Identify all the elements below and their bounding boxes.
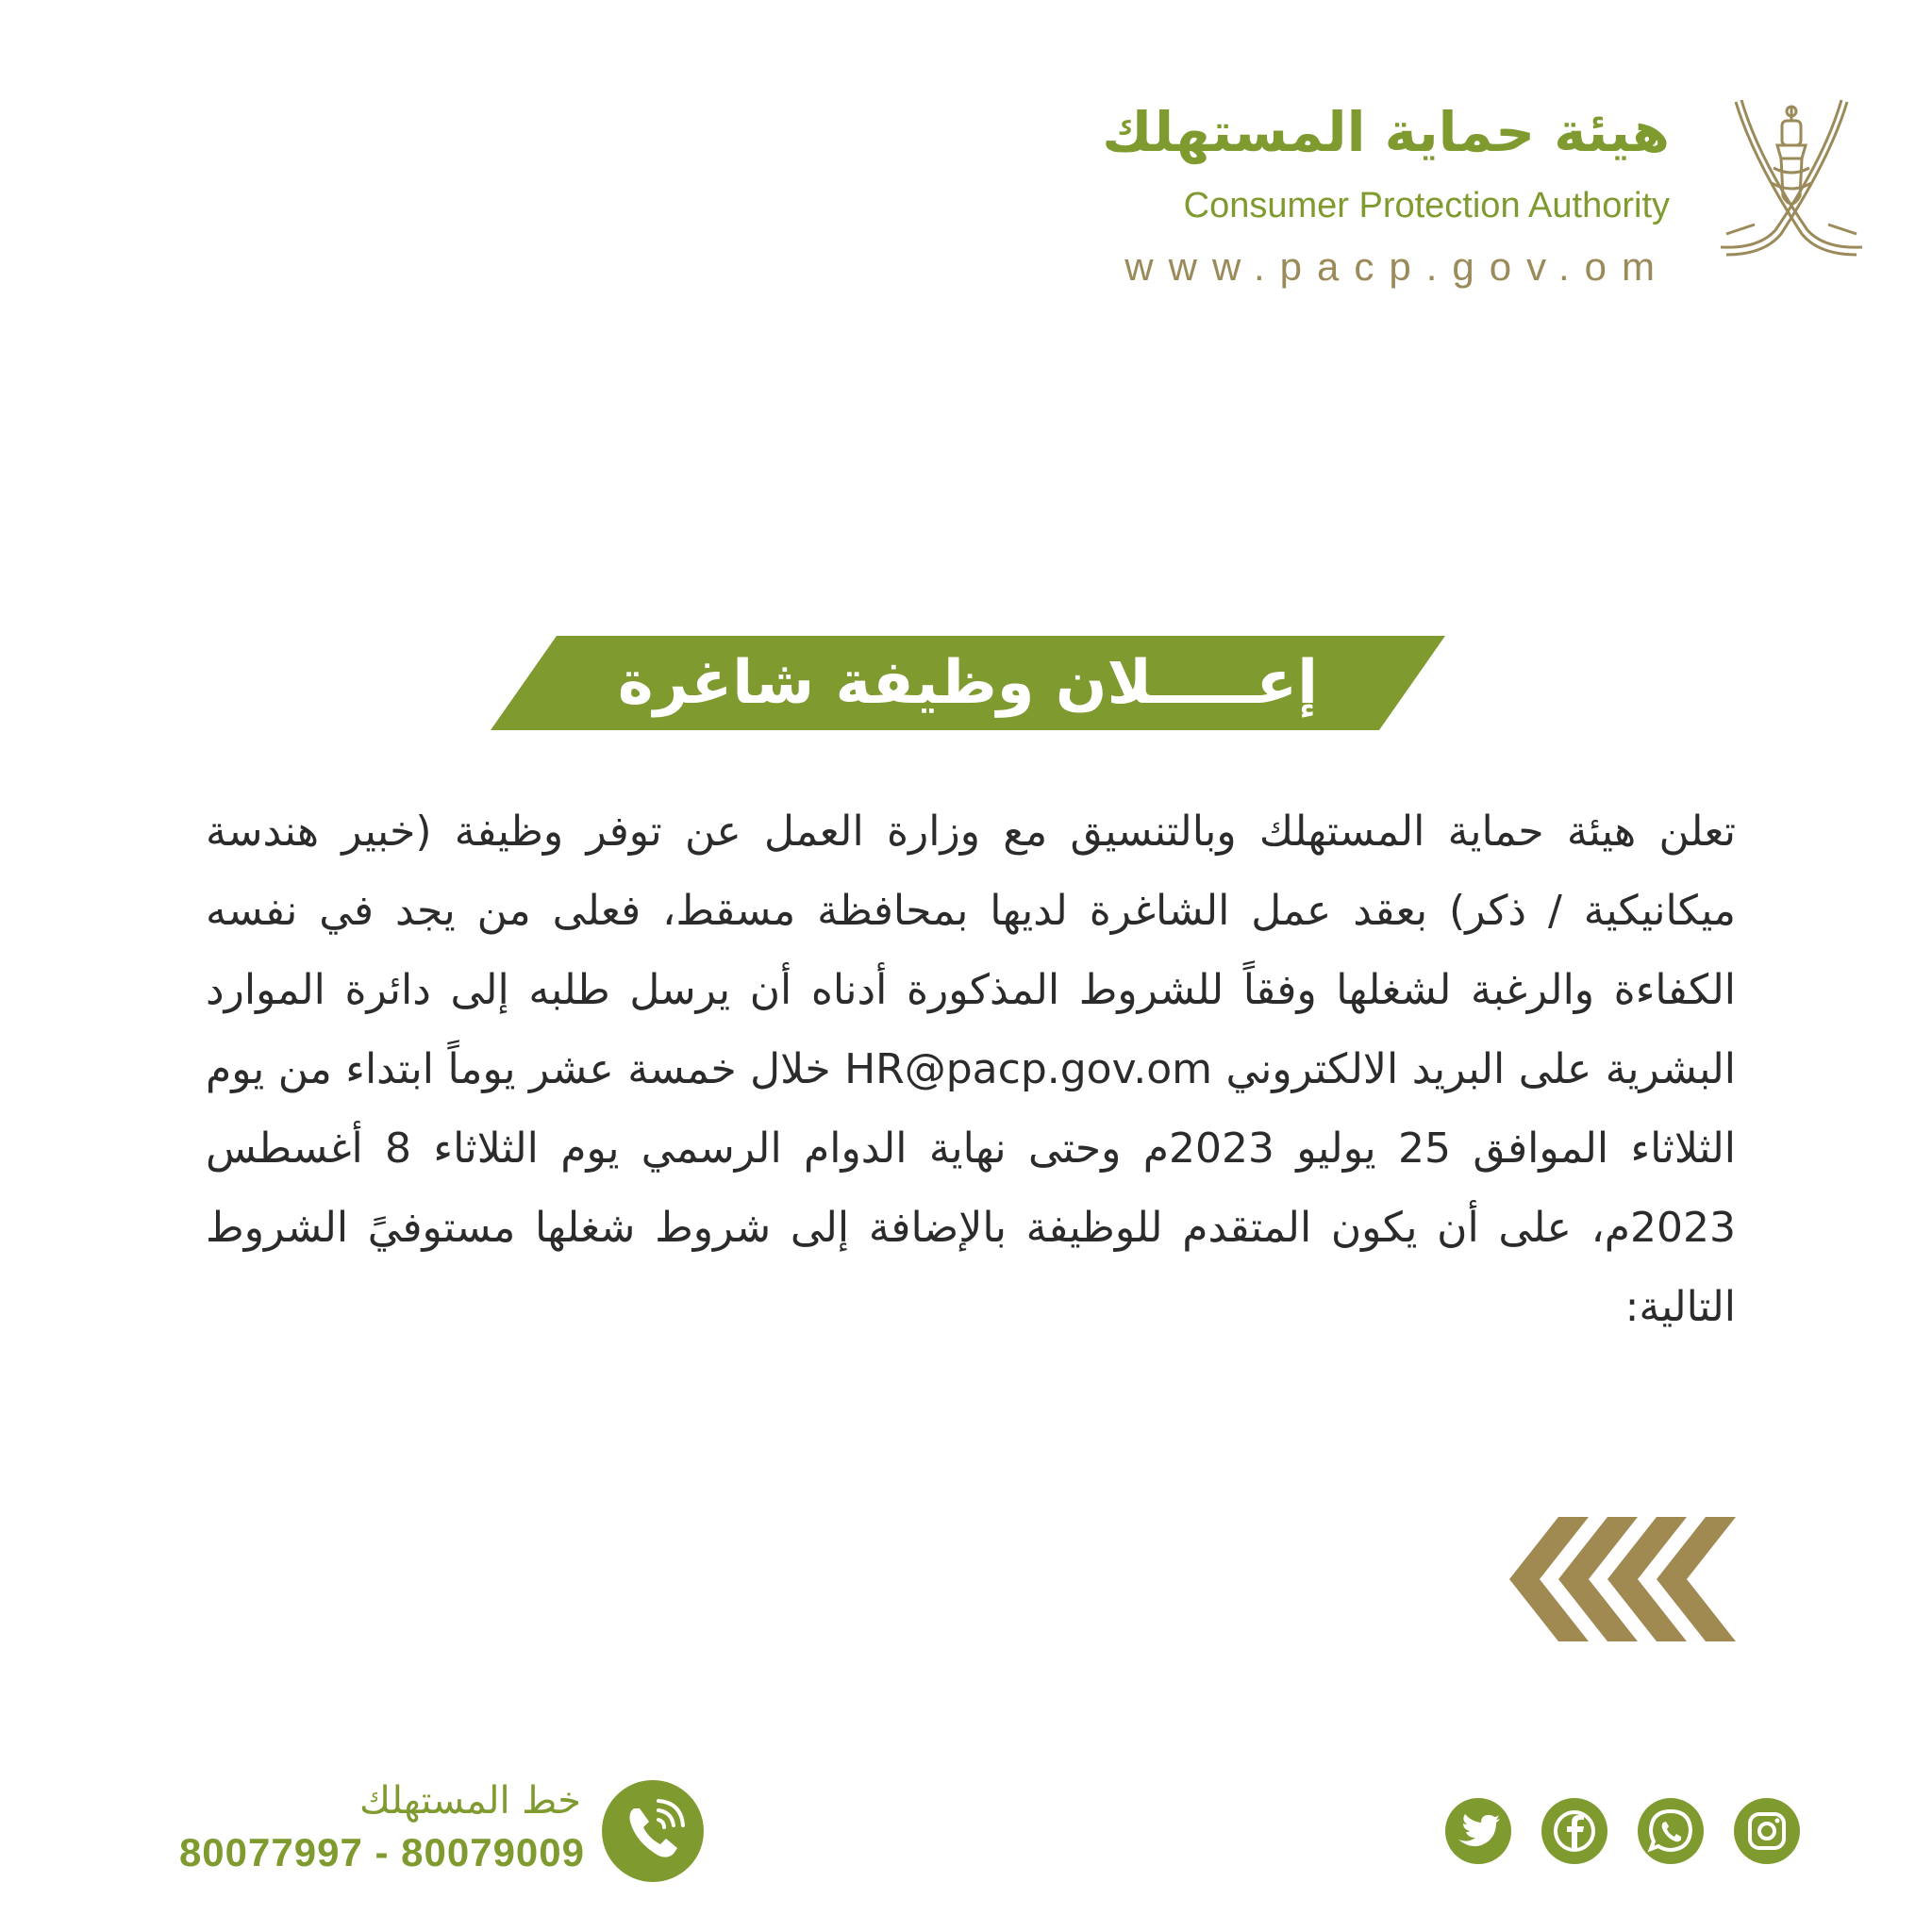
whatsapp-icon[interactable]: [1638, 1798, 1704, 1864]
instagram-icon[interactable]: [1734, 1798, 1800, 1864]
announcement-body: تعلن هيئة حماية المستهلك وبالتنسيق مع وزارة العمل عن توفر وظيفة (خبير هندسة ميكانيكية / ذكر) بعقد عمل الشاغرة لديها بمحافظة مسقط، فعلى من يجد في نفسه الكفاءة والرغبة لشغلها وفقاً للشروط المذكورة أدناه أن يرسل طلبه إلى دائرة الموارد البشرية على البريد الالكتروني HR@pacp.gov.om خلال خمسة عشر يوماً ابتداء من يوم الثلاثاء الموافق 25 يوليو 2023م وحتى نهاية الدوام الرسمي يوم الثلاثاء 8 أغسطس 2023م، على أن يكون المتقدم للوظيفة بالإضافة إلى شروط شغلها مستوفيً الشروط التالية:: [206, 808, 1736, 1331]
website-link[interactable]: www.pacp.gov.om: [1124, 244, 1670, 289]
twitter-icon[interactable]: [1445, 1798, 1511, 1864]
organization-header: [1009, 99, 1670, 290]
phone-icon[interactable]: [602, 1780, 704, 1882]
hotline-numbers[interactable]: 80077997 - 80079009: [178, 1830, 585, 1874]
hotline-label: خط المستهلك: [359, 1779, 581, 1823]
oman-emblem-icon: [1715, 92, 1868, 262]
chevron-left-decoration-icon: [1509, 1517, 1736, 1641]
announcement-title: إعـــــلان وظيفة شاغرة: [617, 648, 1319, 718]
org-name-english: Consumer Protection Authority: [1183, 186, 1670, 225]
announcement-title-banner: [491, 636, 1445, 730]
org-name-arabic: هيئة حماية المستهلك: [1102, 100, 1670, 164]
facebook-icon[interactable]: [1541, 1798, 1607, 1864]
